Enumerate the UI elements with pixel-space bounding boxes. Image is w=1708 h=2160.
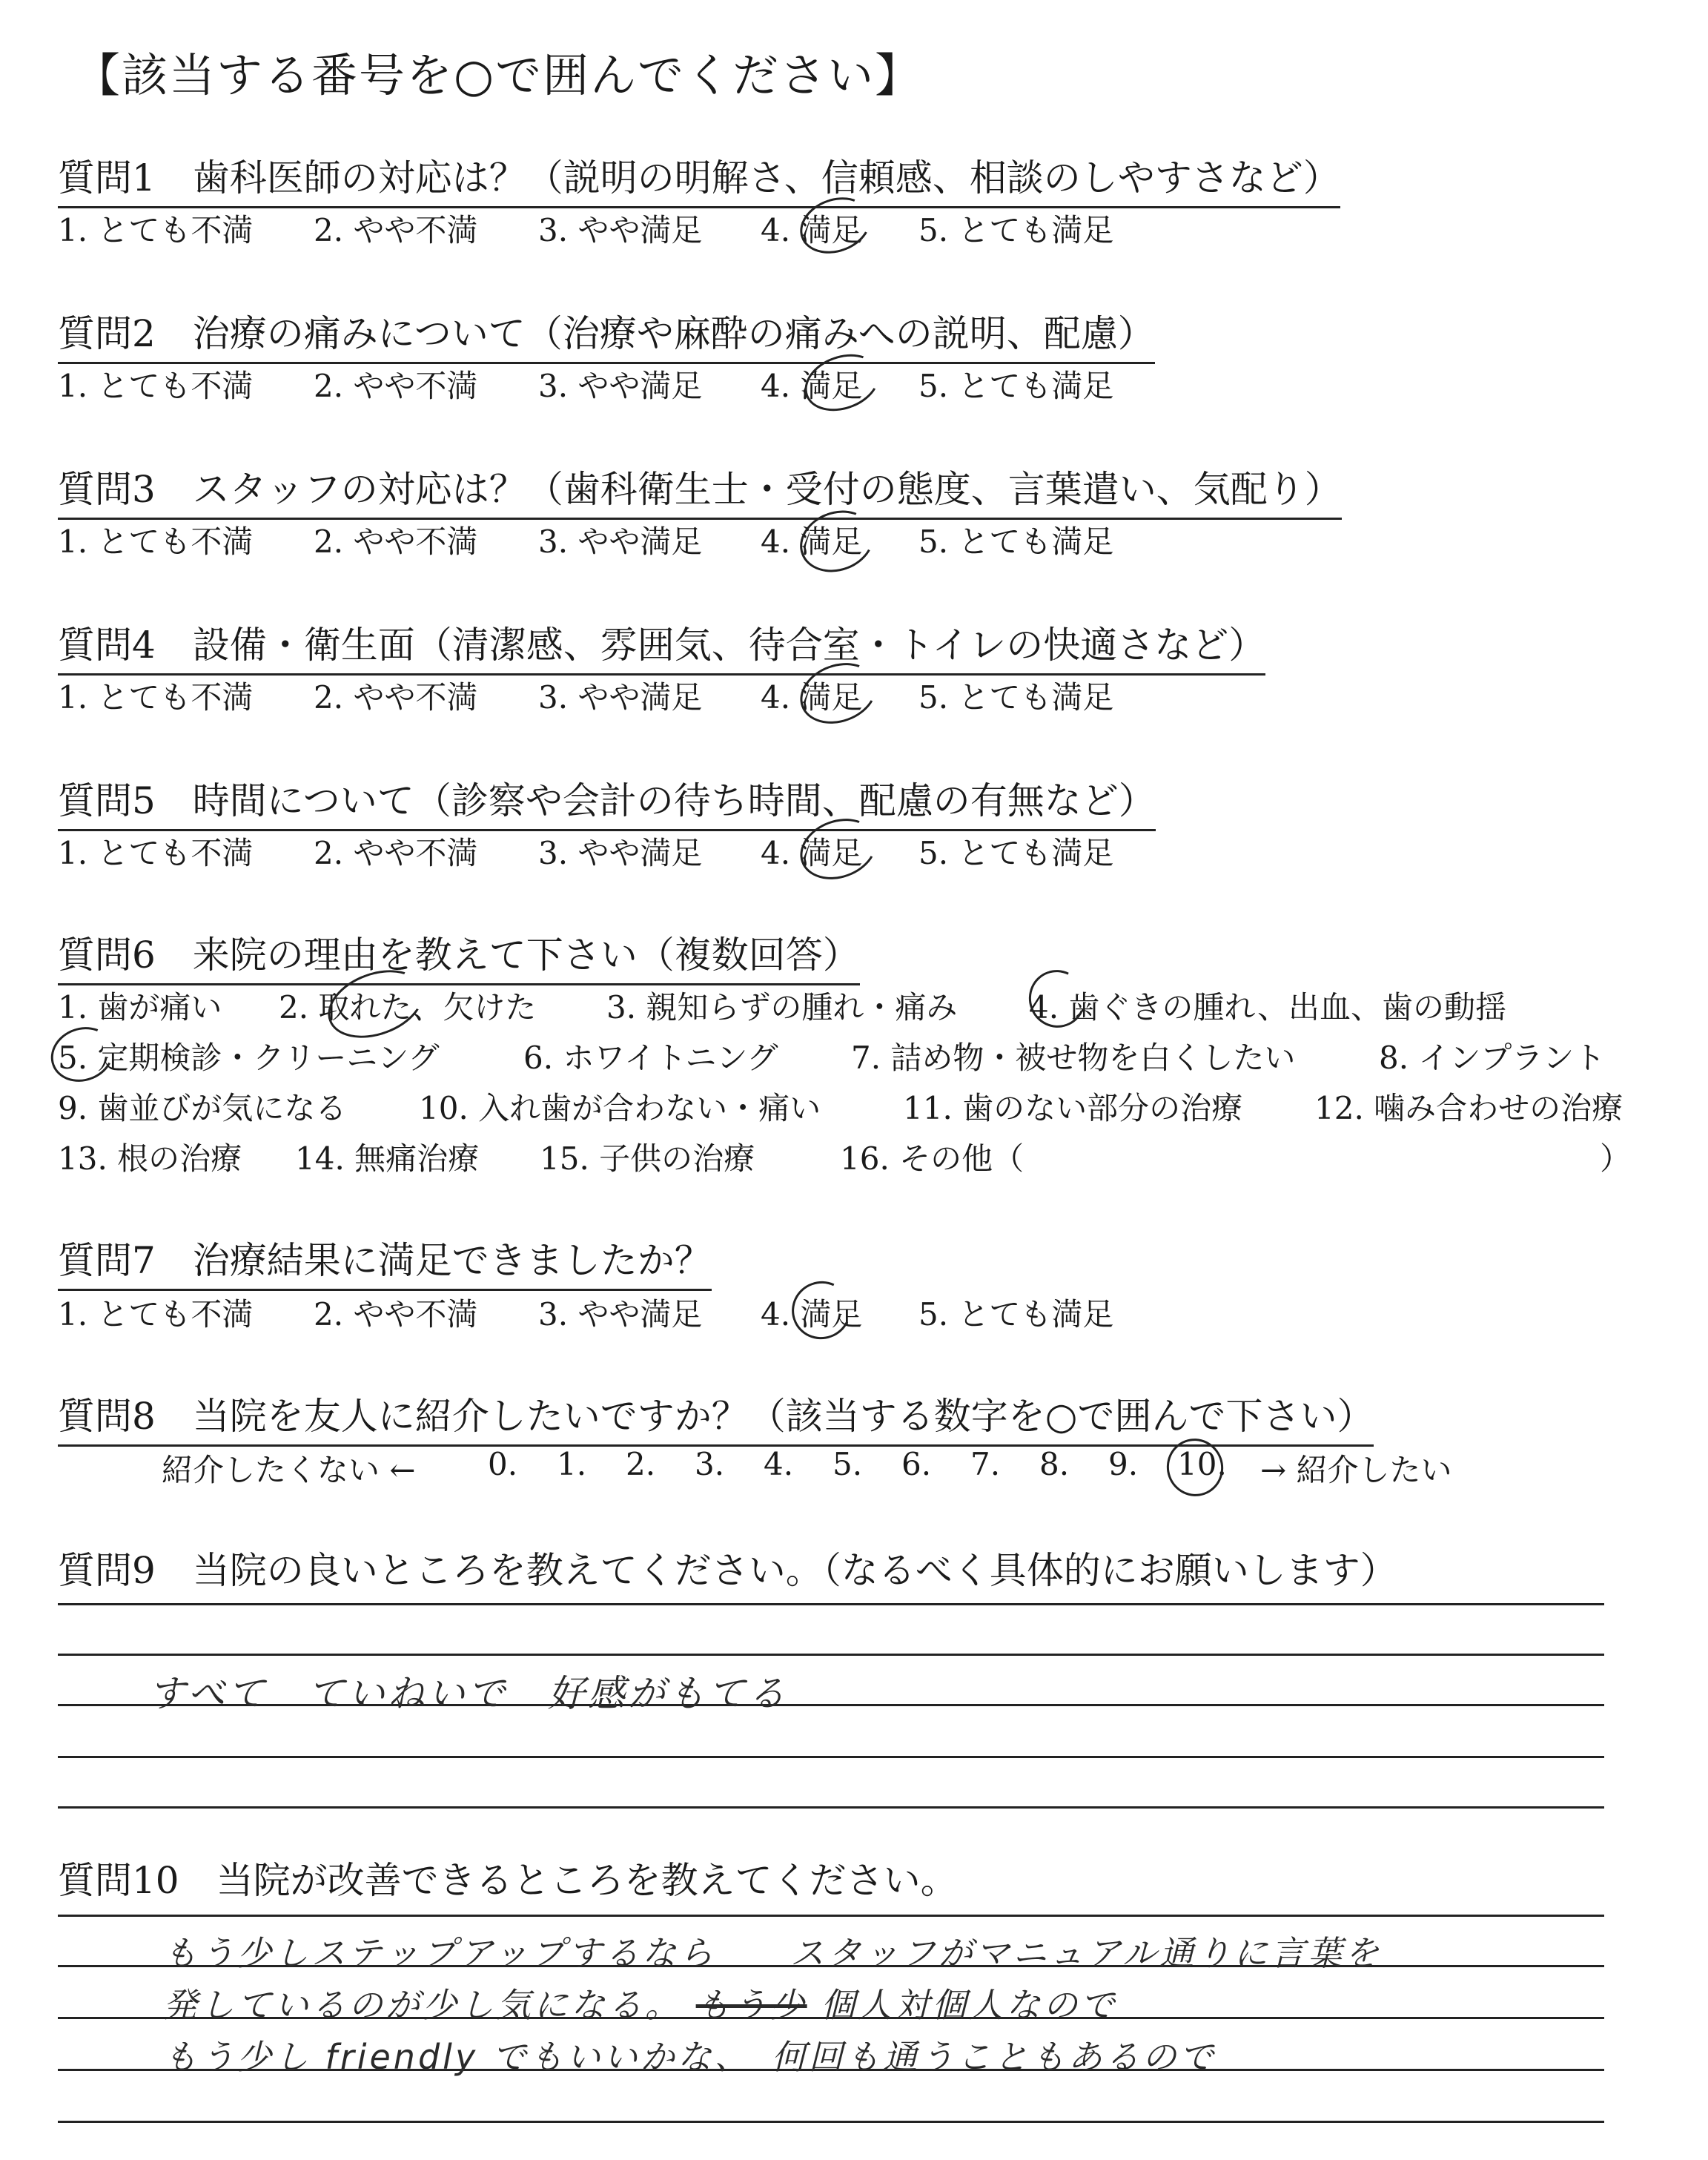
question-1-title: 質問1 歯科医師の対応は？（説明の明解さ、信頼感、相談のしやすさなど） [58, 148, 1340, 208]
q8-left-label: 紹介したくない ← [162, 1452, 416, 1488]
q8-score-9[interactable]: 9. [1108, 1446, 1139, 1482]
q6-selection-circle-5 [43, 1018, 121, 1090]
q7-option-2[interactable]: 2. やや不満 [314, 1296, 478, 1332]
question-2-title: 質問2 治療の痛みについて（治療や麻酔の痛みへの説明、配慮） [58, 304, 1155, 364]
q5-option-4[interactable]: 4. 満足 [761, 835, 863, 871]
q4-option-5[interactable]: 5. とても満足 [918, 679, 1114, 716]
q10-handwritten-line-3[interactable]: もう少し friendly でもいいかな、 何回も通うこともあるので [163, 2037, 1217, 2077]
question-9-title: 質問9 当院の良いところを教えてください。（なるべく具体的にお願いします） [58, 1549, 1397, 1592]
q6-option-8[interactable]: 8. インプラント [1379, 1040, 1606, 1076]
q9-answer-line-2 [58, 1654, 1604, 1656]
q8-score-10[interactable]: 10. [1177, 1446, 1227, 1482]
q7-option-4[interactable]: 4. 満足 [761, 1296, 863, 1332]
q2-option-3[interactable]: 3. やや満足 [538, 368, 703, 404]
q3-option-5[interactable]: 5. とても満足 [918, 524, 1114, 560]
q2-option-1[interactable]: 1. とても不満 [58, 368, 254, 404]
q8-score-1[interactable]: 1. [557, 1446, 587, 1482]
q10-line-2-continuation: 個人対個人なので [821, 1985, 1118, 2025]
q1-option-1[interactable]: 1. とても不満 [58, 212, 254, 248]
q5-option-3[interactable]: 3. やや満足 [538, 835, 703, 871]
q8-score-6[interactable]: 6. [901, 1446, 932, 1482]
q3-option-2[interactable]: 2. やや不満 [314, 524, 478, 560]
q7-option-3[interactable]: 3. やや満足 [538, 1296, 703, 1332]
q6-option-16[interactable]: 16. その他（ [840, 1140, 1025, 1177]
instruction-header: 【該当する番号を○で囲んでください】 [74, 48, 923, 102]
q6-option-6[interactable]: 6. ホワイトニング [523, 1040, 778, 1076]
question-6-title: 質問6 来院の理由を教えて下さい（複数回答） [58, 925, 860, 985]
q6-option-10[interactable]: 10. 入れ歯が合わない・痛い [419, 1090, 821, 1126]
q10-answer-line-5 [58, 2121, 1604, 2123]
q10-handwritten-line-1[interactable]: もう少しステップアップするなら スタッフがマニュアル通りに言葉を [163, 1933, 1383, 1973]
q5-option-1[interactable]: 1. とても不満 [58, 835, 254, 871]
q6-option-11[interactable]: 11. 歯のない部分の治療 [903, 1090, 1243, 1126]
q7-option-5[interactable]: 5. とても満足 [918, 1296, 1114, 1332]
q8-score-4[interactable]: 4. [764, 1446, 794, 1482]
question-10-title: 質問10 当院が改善できるところを教えてください。 [58, 1859, 958, 1902]
q6-option-2[interactable]: 2. 取れた、欠けた [279, 989, 537, 1025]
question-3-title: 質問3 スタッフの対応は？（歯科衛生士・受付の態度、言葉遣い、気配り） [58, 460, 1342, 520]
q8-score-3[interactable]: 3. [695, 1446, 725, 1482]
question-8-title: 質問8 当院を友人に紹介したいですか？（該当する数字を○で囲んで下さい） [58, 1387, 1374, 1447]
q6-option-9[interactable]: 9. 歯並びが気になる [58, 1090, 347, 1126]
q5-option-5[interactable]: 5. とても満足 [918, 835, 1114, 871]
question-5-title: 質問5 時間について（診察や会計の待ち時間、配慮の有無など） [58, 771, 1156, 831]
q6-option-4[interactable]: 4. 歯ぐきの腫れ、出血、歯の動揺 [1029, 989, 1506, 1025]
q8-score-0[interactable]: 0. [488, 1446, 518, 1482]
q8-score-2[interactable]: 2. [626, 1446, 656, 1482]
q5-option-2[interactable]: 2. やや不満 [314, 835, 478, 871]
q8-score-8[interactable]: 8. [1039, 1446, 1070, 1482]
q1-option-2[interactable]: 2. やや不満 [314, 212, 478, 248]
q2-option-4[interactable]: 4. 満足 [761, 368, 863, 404]
q6-option-5[interactable]: 5. 定期検診・クリーニング [58, 1040, 440, 1076]
q6-option-15[interactable]: 15. 子供の治療 [540, 1140, 755, 1177]
q9-handwritten-answer[interactable]: すべて ていねいで 好感がもてる [148, 1672, 788, 1715]
q6-option-13[interactable]: 13. 根の治療 [58, 1140, 242, 1177]
q6-option-3[interactable]: 3. 親知らずの腫れ・痛み [606, 989, 958, 1025]
q4-option-2[interactable]: 2. やや不満 [314, 679, 478, 716]
q6-option-14[interactable]: 14. 無痛治療 [295, 1140, 480, 1177]
q9-answer-line-1 [58, 1603, 1604, 1605]
q6-other-close-paren: ） [1600, 1140, 1632, 1177]
question-4-title: 質問4 設備・衛生面（清潔感、雰囲気、待合室・トイレの快適さなど） [58, 615, 1265, 676]
q1-option-3[interactable]: 3. やや満足 [538, 212, 703, 248]
q10-handwritten-line-2[interactable] [163, 1978, 1117, 2027]
q7-selection-circle [784, 1273, 859, 1348]
q4-option-1[interactable]: 1. とても不満 [58, 679, 254, 716]
question-7-title: 質問7 治療結果に満足できましたか？ [58, 1231, 712, 1291]
q7-option-1[interactable]: 1. とても不満 [58, 1296, 254, 1332]
q2-option-5[interactable]: 5. とても満足 [918, 368, 1114, 404]
q6-option-1[interactable]: 1. 歯が痛い [58, 989, 222, 1025]
q6-option-12[interactable]: 12. 噛み合わせの治療 [1314, 1090, 1623, 1126]
q6-option-7[interactable]: 7. 詰め物・被せ物を白くしたい [851, 1040, 1296, 1076]
q3-option-1[interactable]: 1. とても不満 [58, 524, 254, 560]
q10-line-2-text: 発しているのが少し気になる。 [163, 1985, 682, 2025]
q9-answer-line-4 [58, 1756, 1604, 1758]
q8-right-label: → 紹介したい [1260, 1452, 1452, 1488]
q9-answer-line-5 [58, 1806, 1604, 1809]
q1-option-4[interactable]: 4. 満足 [761, 212, 863, 248]
q2-option-2[interactable]: 2. やや不満 [314, 368, 478, 404]
q8-score-5[interactable]: 5. [833, 1446, 863, 1482]
q4-option-3[interactable]: 3. やや満足 [538, 679, 703, 716]
q1-option-5[interactable]: 5. とても満足 [918, 212, 1114, 248]
q10-struck-text: もう少 [695, 1985, 807, 2025]
q3-option-3[interactable]: 3. やや満足 [538, 524, 703, 560]
q10-answer-line-1 [58, 1915, 1604, 1917]
q4-option-4[interactable]: 4. 満足 [761, 679, 863, 716]
q8-score-7[interactable]: 7. [970, 1446, 1001, 1482]
q3-option-4[interactable]: 4. 満足 [761, 524, 863, 560]
